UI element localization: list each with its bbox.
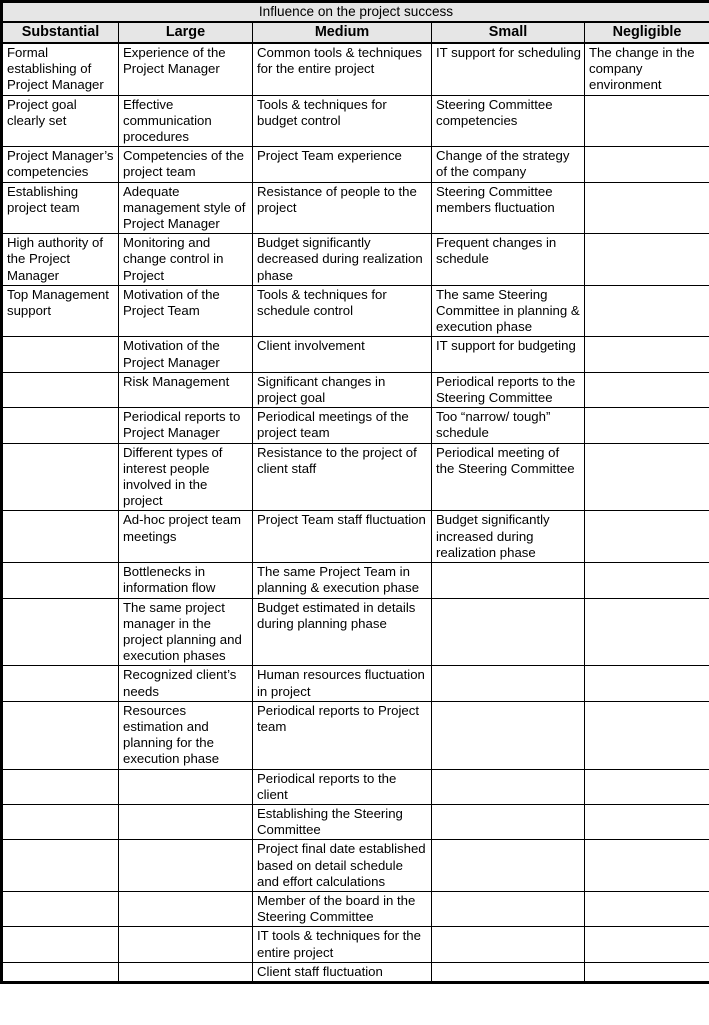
empty-cell-substantial [2, 337, 119, 372]
cell-large: Adequate management style of Project Manager [119, 182, 253, 234]
table-row [2, 234, 709, 286]
cell-medium: Project final date established based on detail schedule and effort calculations [253, 840, 432, 892]
cell-medium: Budget significantly decreased during realization phase [253, 234, 432, 286]
empty-cell-negligible [585, 95, 709, 147]
cell-small: Steering Committee competencies [432, 95, 585, 147]
empty-cell-negligible [585, 234, 709, 286]
cell-large: Resources estimation and planning for the execution phase [119, 701, 253, 769]
cell-small: Change of the strategy of the company [432, 147, 585, 182]
table-row [2, 804, 709, 839]
cell-small: Budget significantly increased during realization phase [432, 511, 585, 563]
empty-cell-substantial [2, 372, 119, 407]
page-title: Influence on the project success [2, 2, 709, 23]
cell-substantial: Top Management support [2, 285, 119, 337]
table-header-row [2, 22, 709, 43]
cell-medium: Project Team experience [253, 147, 432, 182]
empty-cell-substantial [2, 408, 119, 443]
cell-medium: Tools & techniques for budget control [253, 95, 432, 147]
empty-cell-substantial [2, 840, 119, 892]
column-header-negligible: Negligible [585, 22, 709, 43]
column-header-small: Small [432, 22, 585, 43]
cell-substantial: Project Manager’s competencies [2, 147, 119, 182]
empty-cell-substantial [2, 804, 119, 839]
cell-large: Competencies of the project team [119, 147, 253, 182]
empty-cell-negligible [585, 182, 709, 234]
empty-cell-substantial [2, 598, 119, 666]
empty-cell-negligible [585, 666, 709, 701]
table-row [2, 337, 709, 372]
table-row [2, 95, 709, 147]
empty-cell-small [432, 666, 585, 701]
cell-medium: Resistance to the project of client staff [253, 443, 432, 511]
table-row [2, 147, 709, 182]
empty-cell-small [432, 804, 585, 839]
cell-medium: Significant changes in project goal [253, 372, 432, 407]
empty-cell-substantial [2, 701, 119, 769]
cell-large: Bottlenecks in information flow [119, 563, 253, 598]
empty-cell-small [432, 840, 585, 892]
cell-large: The same project manager in the project planning and execution phases [119, 598, 253, 666]
table-row [2, 182, 709, 234]
cell-small: IT support for scheduling [432, 43, 585, 95]
cell-medium: Establishing the Steering Committee [253, 804, 432, 839]
cell-large: Recognized client’s needs [119, 666, 253, 701]
cell-medium: IT tools & techniques for the entire project [253, 927, 432, 962]
empty-cell-negligible [585, 927, 709, 962]
cell-medium: Resistance of people to the project [253, 182, 432, 234]
empty-cell-large [119, 927, 253, 962]
cell-substantial: Establishing project team [2, 182, 119, 234]
table-row [2, 891, 709, 926]
empty-cell-negligible [585, 443, 709, 511]
cell-medium: Budget estimated in details during planning phase [253, 598, 432, 666]
cell-medium: Project Team staff fluctuation [253, 511, 432, 563]
table-row [2, 285, 709, 337]
empty-cell-small [432, 769, 585, 804]
empty-cell-large [119, 962, 253, 982]
empty-cell-substantial [2, 511, 119, 563]
empty-cell-negligible [585, 511, 709, 563]
cell-small: Too “narrow/ tough” schedule [432, 408, 585, 443]
cell-substantial: Project goal clearly set [2, 95, 119, 147]
cell-large: Motivation of the Project Manager [119, 337, 253, 372]
cell-medium: Client involvement [253, 337, 432, 372]
column-header-medium: Medium [253, 22, 432, 43]
cell-substantial: Formal establishing of Project Manager [2, 43, 119, 95]
empty-cell-substantial [2, 563, 119, 598]
cell-medium: Periodical reports to Project team [253, 701, 432, 769]
table-row [2, 408, 709, 443]
table-row [2, 443, 709, 511]
cell-large: Effective communication procedures [119, 95, 253, 147]
table-row [2, 372, 709, 407]
empty-cell-small [432, 962, 585, 982]
cell-large: Experience of the Project Manager [119, 43, 253, 95]
empty-cell-substantial [2, 443, 119, 511]
empty-cell-substantial [2, 666, 119, 701]
table-row [2, 666, 709, 701]
cell-medium: Periodical meetings of the project team [253, 408, 432, 443]
cell-medium: Tools & techniques for schedule control [253, 285, 432, 337]
empty-cell-negligible [585, 337, 709, 372]
empty-cell-negligible [585, 408, 709, 443]
table-row [2, 43, 709, 95]
empty-cell-negligible [585, 962, 709, 982]
empty-cell-negligible [585, 701, 709, 769]
empty-cell-small [432, 701, 585, 769]
cell-small: IT support for budgeting [432, 337, 585, 372]
empty-cell-negligible [585, 563, 709, 598]
table-row [2, 840, 709, 892]
table-title-row [2, 2, 709, 23]
table-body [2, 43, 709, 982]
cell-large: Different types of interest people involved in the project [119, 443, 253, 511]
empty-cell-substantial [2, 891, 119, 926]
cell-negligible: The change in the company environment [585, 43, 709, 95]
cell-medium: Human resources fluctuation in project [253, 666, 432, 701]
empty-cell-substantial [2, 962, 119, 982]
table-row [2, 511, 709, 563]
cell-small: Periodical meeting of the Steering Committee [432, 443, 585, 511]
cell-large: Ad-hoc project team meetings [119, 511, 253, 563]
column-header-large: Large [119, 22, 253, 43]
cell-small: Steering Committee members fluctuation [432, 182, 585, 234]
empty-cell-negligible [585, 147, 709, 182]
empty-cell-substantial [2, 769, 119, 804]
empty-cell-small [432, 598, 585, 666]
empty-cell-small [432, 927, 585, 962]
cell-substantial: High authority of the Project Manager [2, 234, 119, 286]
empty-cell-large [119, 769, 253, 804]
cell-large: Monitoring and change control in Project [119, 234, 253, 286]
empty-cell-negligible [585, 769, 709, 804]
empty-cell-large [119, 804, 253, 839]
empty-cell-small [432, 891, 585, 926]
empty-cell-large [119, 891, 253, 926]
cell-large: Risk Management [119, 372, 253, 407]
cell-small: Periodical reports to the Steering Committee [432, 372, 585, 407]
cell-small: Frequent changes in schedule [432, 234, 585, 286]
table-row [2, 598, 709, 666]
table-row [2, 701, 709, 769]
empty-cell-substantial [2, 927, 119, 962]
column-header-substantial: Substantial [2, 22, 119, 43]
table-row [2, 769, 709, 804]
empty-cell-negligible [585, 891, 709, 926]
cell-medium: Client staff fluctuation [253, 962, 432, 982]
empty-cell-negligible [585, 804, 709, 839]
table-row [2, 563, 709, 598]
cell-medium: The same Project Team in planning & execution phase [253, 563, 432, 598]
empty-cell-negligible [585, 840, 709, 892]
empty-cell-negligible [585, 598, 709, 666]
cell-large: Motivation of the Project Team [119, 285, 253, 337]
cell-medium: Periodical reports to the client [253, 769, 432, 804]
empty-cell-negligible [585, 285, 709, 337]
table-row [2, 927, 709, 962]
empty-cell-small [432, 563, 585, 598]
cell-large: Periodical reports to Project Manager [119, 408, 253, 443]
empty-cell-large [119, 840, 253, 892]
cell-medium: Common tools & techniques for the entire project [253, 43, 432, 95]
cell-small: The same Steering Committee in planning & execution phase [432, 285, 585, 337]
empty-cell-negligible [585, 372, 709, 407]
cell-medium: Member of the board in the Steering Committee [253, 891, 432, 926]
table-row [2, 962, 709, 982]
